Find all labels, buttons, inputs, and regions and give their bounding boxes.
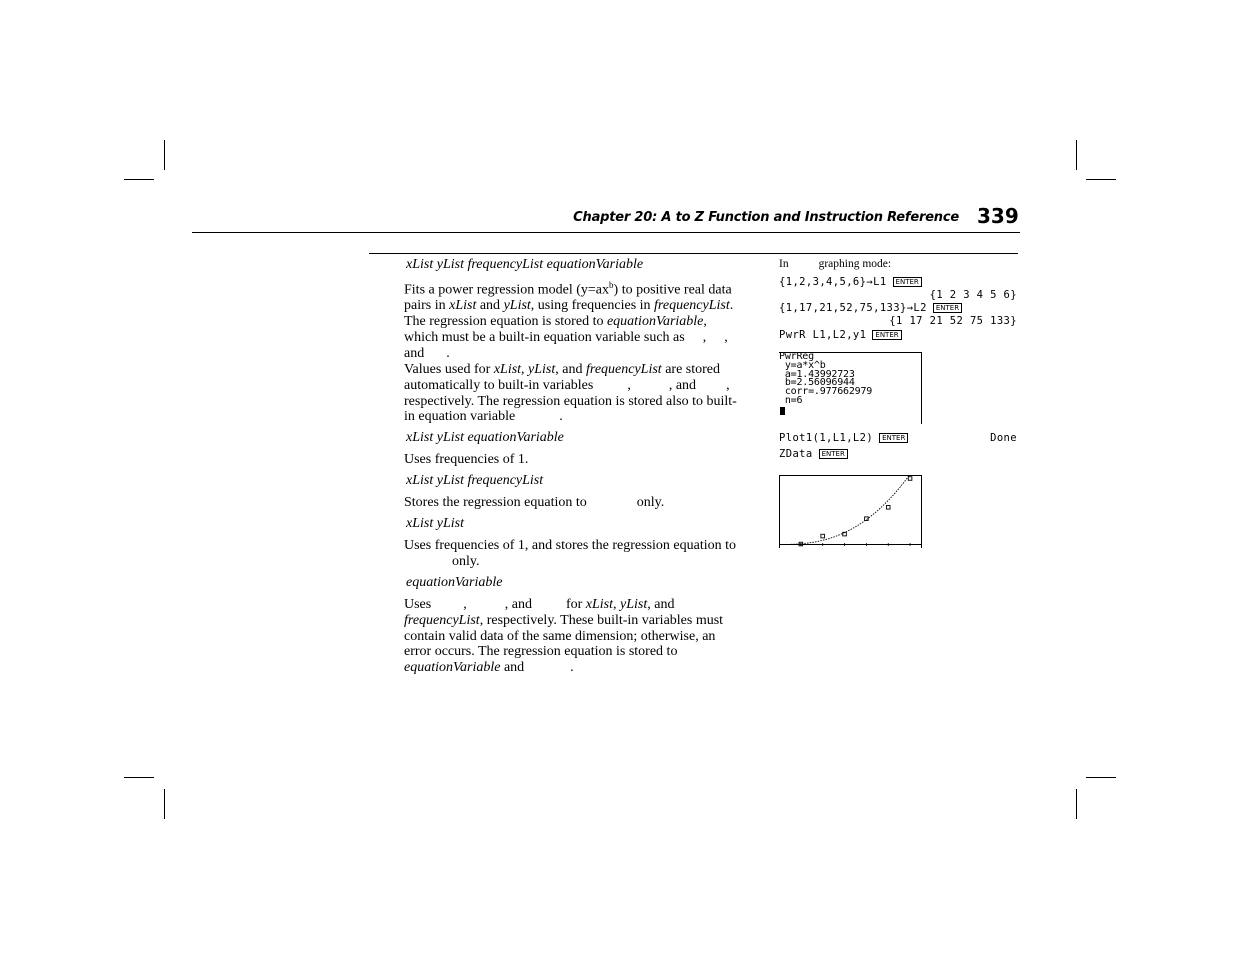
example-input: ZData ENTER: [779, 448, 848, 460]
enter-key: ENTER: [872, 330, 901, 340]
enter-key: ENTER: [933, 303, 962, 313]
data-point: [886, 505, 890, 509]
enter-key: ENTER: [879, 433, 908, 443]
regression-curve: [780, 475, 909, 544]
crop-mark: [1086, 777, 1116, 778]
syntax-line: xList yList frequencyList equationVariable: [406, 257, 644, 272]
example-label: In graphing mode:: [779, 258, 892, 270]
entry-rule: [369, 253, 1018, 254]
example-result: {1 2 3 4 5 6}: [929, 289, 1017, 301]
calculator-screen-plot: [779, 475, 923, 549]
cursor-block: [780, 407, 785, 415]
data-points: [799, 477, 912, 546]
crop-mark: [1076, 789, 1077, 819]
description-paragraph: Stores the regression equation to only.: [404, 495, 665, 510]
example-input: Plot1(1,L1,L2) ENTER: [779, 432, 908, 444]
syntax-line: xList yList equationVariable: [406, 430, 564, 445]
example-input: {1,2,3,4,5,6}→L1 ENTER: [779, 276, 922, 288]
crop-mark: [124, 179, 154, 180]
crop-mark: [164, 789, 165, 819]
description-paragraph: Fits a power regression model $(y=ax^b)$ to positive real data pairs in xList and yList, using frequencies in frequencyList. The regression equation is stored to equationVariable, which must be a built-in equation variable such as , , and .: [404, 280, 734, 361]
chapter-title: Chapter 20: A to Z Function and Instruction Reference: [573, 210, 959, 225]
regression-output: PwrReg y=a*x^b a=1.43992723 b=2.56096944 corr=.977662979 n=6: [779, 351, 873, 406]
calculator-screen-output: [779, 352, 922, 424]
data-point: [908, 477, 912, 481]
description-paragraph: Values used for xList, yList, and frequencyList are stored automatically to built-in variables , , and , respectively. The regression equation is stored also to built-in equation variable .: [404, 362, 737, 425]
crop-mark: [1076, 140, 1077, 170]
syntax-line: xList yList: [406, 516, 464, 531]
syntax-line: xList yList frequencyList: [406, 473, 544, 488]
crop-mark: [164, 140, 165, 170]
crop-mark: [124, 777, 154, 778]
data-point: [821, 534, 825, 538]
description-paragraph: Uses frequencies of 1.: [404, 452, 529, 467]
enter-key: ENTER: [819, 449, 848, 459]
syntax-line: equationVariable: [406, 575, 503, 590]
example-input: PwrR L1,L2,y1 ENTER: [779, 329, 902, 341]
example-input: {1,17,21,52,75,133}→L2 ENTER: [779, 302, 962, 314]
crop-mark: [1086, 179, 1116, 180]
page-number: 339: [977, 204, 1019, 228]
header-rule: [192, 232, 1020, 233]
description-paragraph: Uses frequencies of 1, and stores the regression equation toonly.: [404, 538, 737, 569]
example-result: {1 17 21 52 75 133}: [889, 315, 1017, 327]
enter-key: ENTER: [893, 277, 922, 287]
description-paragraph: Uses , , and for xList, yList, and frequencyList, respectively. These built-in variables must contain valid data of the same dimension; otherwise, an error occurs. The regression equation is stored to equationVariable and .: [404, 597, 724, 676]
example-result: Done: [990, 432, 1017, 444]
